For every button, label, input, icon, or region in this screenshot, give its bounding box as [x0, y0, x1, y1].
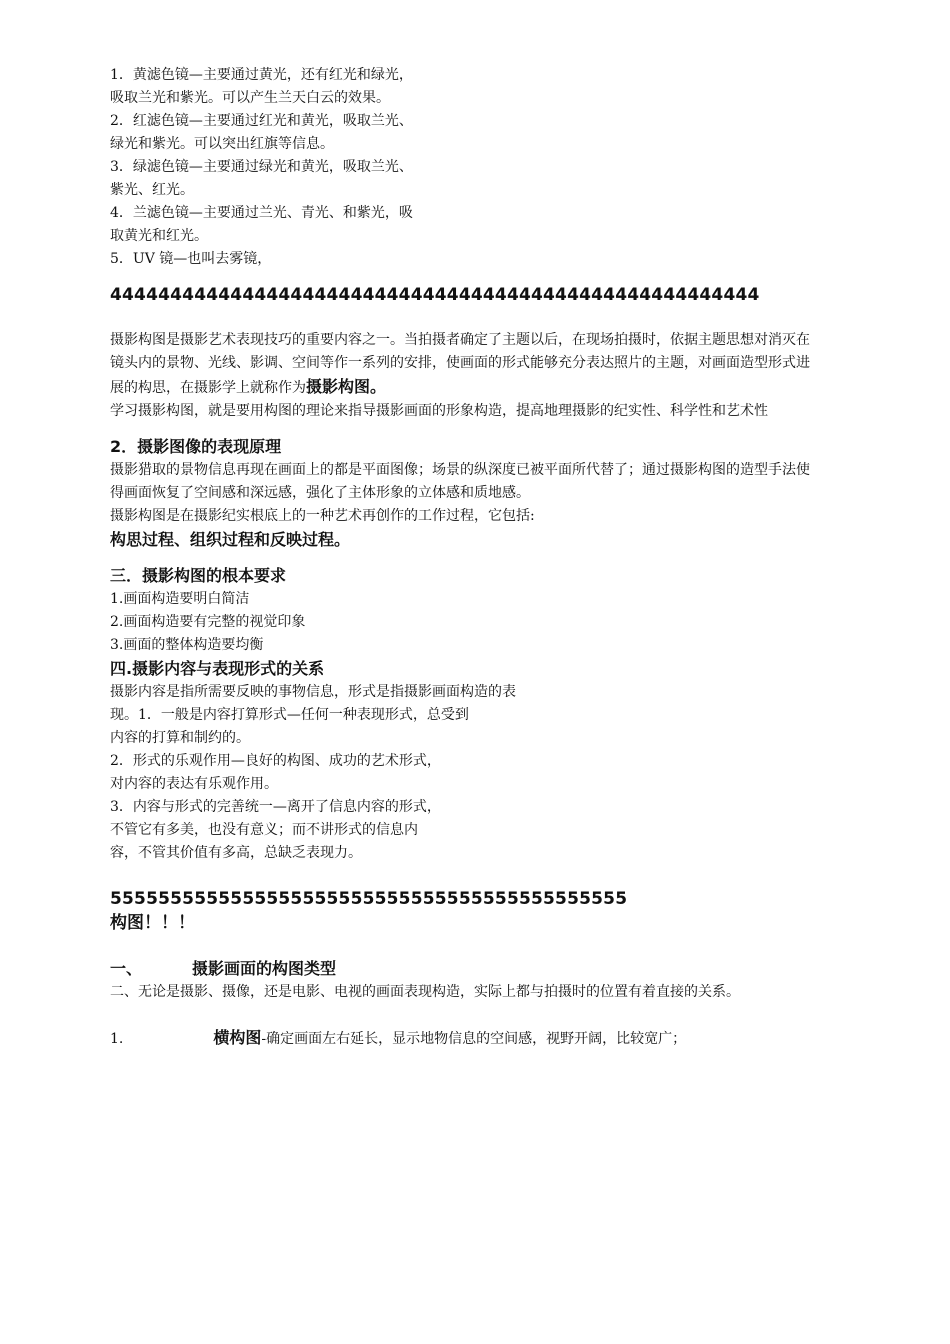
document-page — [110, 64, 830, 1051]
section-4-line: 摄影内容是指所需要反映的事物信息，形式是指摄影画面构造的表 — [110, 684, 516, 700]
composition-paragraph: 二、无论是摄影、摄像，还是电影、电视的画面表现构造，实际上都与拍摄时的位置有着直接的关系。 — [110, 984, 740, 1000]
intro-paragraph — [110, 329, 810, 400]
filter-line: 3．绿滤色镜—主要通过绿光和黄光，吸取兰光、 — [110, 159, 413, 175]
composition-title-text: 摄影画面的构图类型 — [192, 959, 337, 978]
filter-line: 取黄光和红光。 — [110, 228, 208, 244]
section-4-line: 容，不管其价值有多高，总缺乏表现力。 — [110, 845, 362, 861]
section-4-line: 3．内容与形式的完善统一—离开了信息内容的形式， — [110, 799, 441, 815]
filter-line: 4．兰滤色镜—主要通过兰光、青光、和紫光，吸 — [110, 205, 413, 221]
section-2-bold-line: 构思过程、组织过程和反映过程。 — [110, 530, 351, 549]
section-4-line: 对内容的表达有乐观作用。 — [110, 776, 278, 792]
filter-list — [110, 64, 830, 271]
section-2-paragraph: 摄影构图是在摄影纪实根底上的一种艺术再创作的工作过程，它包括: — [110, 508, 535, 524]
intro-bold-term: 摄影构图。 — [306, 377, 387, 396]
filter-line: 2．红滤色镜—主要通过红光和黄光，吸取兰光、 — [110, 113, 413, 129]
composition-item-num: 1. — [110, 1031, 124, 1047]
composition-item-text: -确定画面左右延长，显示地物信息的空间感，视野开阔，比较宽广； — [261, 1031, 687, 1047]
section-4-title: 四.摄影内容与表现形式的关系 — [110, 659, 325, 678]
composition-item-1 — [110, 1026, 830, 1051]
heading-five-label: 构图！！！ — [110, 913, 195, 933]
filter-line: 紫光、红光。 — [110, 182, 194, 198]
filter-line: 1．黄滤色镜—主要通过黄光，还有红光和绿光， — [110, 67, 413, 83]
section-3-item: 2.画面构造要有完整的视觉印象 — [110, 614, 306, 630]
filter-line: 绿光和紫光。可以突出红旗等信息。 — [110, 136, 334, 152]
section-2-paragraph: 摄影猎取的景物信息再现在画面上的都是平面图像；场景的纵深度已被平面所代替了；通过摄影构图的造型手法使得画面恢复了空间感和深远感，强化了主体形象的立体感和质地感。 — [110, 462, 810, 501]
heading-four-digits: 444444444444444444444444444444444444444444444444444444 — [110, 285, 760, 305]
heading-five-digits: 5555555555555555555555555555555555555555555 — [110, 889, 628, 909]
section-3-title: 三．摄影构图的根本要求 — [110, 566, 287, 585]
intro-text: 摄影构图是摄影艺术表现技巧的重要内容之一。当拍摄者确定了主题以后，在现场拍摄时，依据主题思想对消灭在镜头内的景物、光线、影调、空间等作一系列的安排，使画面的形式能够充分表达照片的主题，对画面造型形式进展的构思，在摄影学上就称作为 — [110, 332, 810, 396]
section-4-line: 现。1．一般是内容打算形式—任何一种表现形式，总受到 — [110, 707, 469, 723]
section-4-line: 2．形式的乐观作用—良好的构图、成功的艺术形式， — [110, 753, 441, 769]
composition-item-bold: 横构图 — [213, 1028, 262, 1047]
filter-line: 5．UV 镜—也叫去雾镜， — [110, 251, 272, 267]
composition-title-num: 一、 — [110, 959, 143, 978]
composition-title — [110, 957, 830, 981]
filter-line: 吸取兰光和紫光。可以产生兰天白云的效果。 — [110, 90, 390, 106]
intro-paragraph-2: 学习摄影构图，就是要用构图的理论来指导摄影画面的形象构造，提高地理摄影的纪实性、科学性和艺术性 — [110, 403, 768, 419]
section-3-item: 3.画面的整体构造要均衡 — [110, 637, 264, 653]
section-3-item: 1.画面构造要明白简洁 — [110, 591, 250, 607]
section-4-line: 不管它有多美，也没有意义；而不讲形式的信息内 — [110, 822, 418, 838]
section-4-line: 内容的打算和制约的。 — [110, 730, 250, 746]
section-2-title: 2．摄影图像的表现原理 — [110, 437, 282, 456]
